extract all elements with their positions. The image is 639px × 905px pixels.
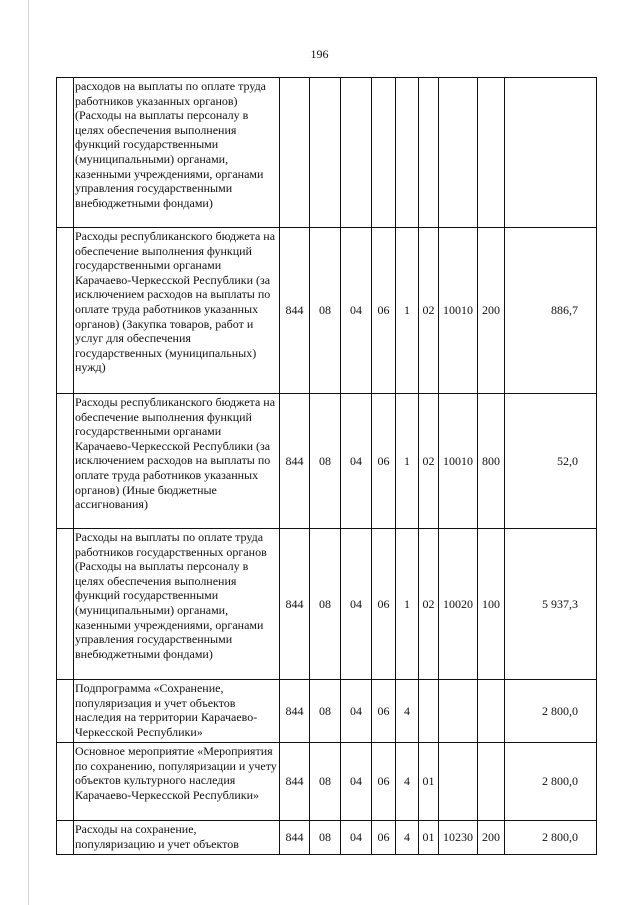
subprogram-type-cell: 4	[396, 680, 419, 743]
direction-code-cell	[439, 680, 478, 743]
direction-code-cell: 10230	[439, 821, 478, 855]
amount-cell: 2 800,0	[505, 680, 597, 743]
direction-code-cell: 10020	[439, 529, 478, 680]
description-cell: расходов на выплаты по оплате труда работников указанных органов) (Расходы на выплаты персоналу в целях обеспечения выполнения функций государственными (муниципальными) органами, казенными учреждениями, органами управления государственными внебюджетными фондами)	[74, 78, 280, 228]
description-cell: Подпрограмма «Сохранение, популяризация и учет объектов наследия на территории Карачаево-Черкесской Республики»	[74, 680, 280, 743]
direction-code-cell: 10010	[439, 394, 478, 529]
budget-table	[56, 77, 597, 855]
subprogram-code-cell	[419, 680, 439, 743]
subsection-code-cell: 04	[341, 743, 372, 821]
description-cell: Расходы на сохранение, популяризацию и учет объектов	[74, 821, 280, 855]
table-row	[57, 821, 597, 855]
subprogram-type-cell	[396, 78, 419, 228]
subprogram-code-cell: 01	[419, 821, 439, 855]
expense-type-cell: 200	[478, 228, 505, 394]
direction-code-cell	[439, 78, 478, 228]
amount-cell: 886,7	[505, 228, 597, 394]
program-code-cell	[372, 78, 396, 228]
program-code-cell: 06	[372, 821, 396, 855]
subprogram-code-cell: 02	[419, 529, 439, 680]
subprogram-code-cell: 02	[419, 394, 439, 529]
section-code-cell	[310, 78, 341, 228]
subsection-code-cell: 04	[341, 394, 372, 529]
subprogram-type-cell: 4	[396, 743, 419, 821]
expense-type-cell	[478, 78, 505, 228]
direction-code-cell	[439, 743, 478, 821]
section-code-cell: 08	[310, 228, 341, 394]
subsection-code-cell	[341, 78, 372, 228]
expense-type-cell: 100	[478, 529, 505, 680]
subprogram-type-cell: 1	[396, 394, 419, 529]
ministry-code-cell: 844	[280, 228, 310, 394]
subprogram-code-cell: 01	[419, 743, 439, 821]
subsection-code-cell: 04	[341, 228, 372, 394]
section-code-cell: 08	[310, 821, 341, 855]
description-cell: Расходы республиканского бюджета на обеспечение выполнения функций государственными органами Карачаево-Черкесской Республики (за исключением расходов на выплаты по оплате труда работников указанных органов) (Закупка товаров, работ и услуг для обеспечения государственных (муниципальных) нужд)	[74, 228, 280, 394]
program-code-cell: 06	[372, 680, 396, 743]
expense-type-cell	[478, 680, 505, 743]
expense-type-cell: 200	[478, 821, 505, 855]
program-code-cell: 06	[372, 743, 396, 821]
table-row	[57, 680, 597, 743]
subsection-code-cell: 04	[341, 680, 372, 743]
expense-type-cell: 800	[478, 394, 505, 529]
amount-cell	[505, 78, 597, 228]
subprogram-code-cell	[419, 78, 439, 228]
program-code-cell: 06	[372, 529, 396, 680]
ministry-code-cell: 844	[280, 743, 310, 821]
amount-cell: 2 800,0	[505, 743, 597, 821]
amount-cell: 5 937,3	[505, 529, 597, 680]
amount-cell: 2 800,0	[505, 821, 597, 855]
ministry-code-cell: 844	[280, 394, 310, 529]
row-marker-cell	[57, 529, 74, 680]
description-cell: Расходы на выплаты по оплате труда работников государственных органов (Расходы на выплаты персоналу в целях обеспечения выполнения функций государственными (муниципальными) органами, казенными учреждениями, органами управления государственными внебюджетными фондами)	[74, 529, 280, 680]
subsection-code-cell: 04	[341, 821, 372, 855]
table-row	[57, 743, 597, 821]
expense-type-cell	[478, 743, 505, 821]
ministry-code-cell: 844	[280, 821, 310, 855]
program-code-cell: 06	[372, 394, 396, 529]
table-row	[57, 529, 597, 680]
row-marker-cell	[57, 821, 74, 855]
subprogram-type-cell: 4	[396, 821, 419, 855]
description-cell: Основное мероприятие «Мероприятия по сохранению, популяризации и учету объектов культурного наследия Карачаево-Черкесской Республики»	[74, 743, 280, 821]
subprogram-type-cell: 1	[396, 228, 419, 394]
description-cell: Расходы республиканского бюджета на обеспечение выполнения функций государственными органами Карачаево-Черкесской Республики (за исключением расходов на выплаты по оплате труда работников указанных органов) (Иные бюджетные ассигнования)	[74, 394, 280, 529]
section-code-cell: 08	[310, 680, 341, 743]
page-number: 196	[310, 47, 329, 61]
ministry-code-cell: 844	[280, 680, 310, 743]
section-code-cell: 08	[310, 743, 341, 821]
row-marker-cell	[57, 680, 74, 743]
row-marker-cell	[57, 228, 74, 394]
scan-edge-line	[28, 0, 29, 905]
section-code-cell: 08	[310, 529, 341, 680]
table-row	[57, 394, 597, 529]
subprogram-type-cell: 1	[396, 529, 419, 680]
ministry-code-cell	[280, 78, 310, 228]
subsection-code-cell: 04	[341, 529, 372, 680]
row-marker-cell	[57, 394, 74, 529]
section-code-cell: 08	[310, 394, 341, 529]
ministry-code-cell: 844	[280, 529, 310, 680]
amount-cell: 52,0	[505, 394, 597, 529]
table-row	[57, 78, 597, 228]
program-code-cell: 06	[372, 228, 396, 394]
table-row	[57, 228, 597, 394]
row-marker-cell	[57, 743, 74, 821]
direction-code-cell: 10010	[439, 228, 478, 394]
row-marker-cell	[57, 78, 74, 228]
subprogram-code-cell: 02	[419, 228, 439, 394]
